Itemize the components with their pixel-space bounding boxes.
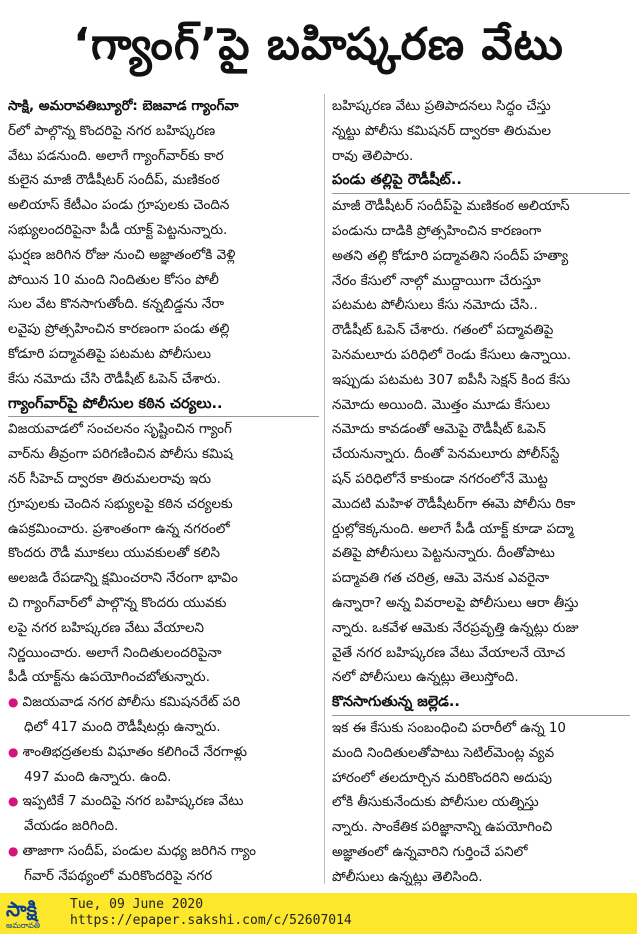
text-line bbox=[332, 269, 630, 294]
line-text: ఇప్పటికే 7 మందిపై నగర బహిష్కరణ వేటు bbox=[22, 793, 244, 810]
text-line bbox=[332, 766, 630, 791]
logo-edition: అమరావతి bbox=[6, 921, 41, 930]
line-text: పోలీసులు ఉన్నట్లు తెలిసింది. bbox=[332, 868, 483, 885]
text-line bbox=[8, 641, 319, 666]
text-line bbox=[332, 119, 630, 144]
text-line bbox=[8, 442, 319, 467]
line-text: వార్‌ను తీవ్రంగా పరిగణించిన పోలీసు కమిష bbox=[8, 446, 233, 463]
subheading bbox=[8, 392, 319, 418]
text-line bbox=[8, 292, 319, 317]
bullet-continuation bbox=[8, 864, 319, 889]
line-text: కేసు నమోదు చేసి రౌడీషీట్ ఓపెన్ చేశారు. bbox=[8, 370, 221, 387]
bullet-continuation bbox=[8, 715, 319, 740]
line-text: శాంతిభద్రతలకు విఘాతం కలిగించే నేరగాళ్లు bbox=[22, 743, 247, 760]
line-text: వేటు పడనుంది. అలాగే గ్యాంగ్‌వార్‌కు కార bbox=[8, 147, 224, 164]
line-text: నేరం కేసులో నాల్గో ముద్దాయిగా చేరుస్తూ bbox=[332, 272, 541, 289]
text-line bbox=[332, 194, 630, 219]
text-line bbox=[332, 840, 630, 865]
text-line bbox=[332, 219, 630, 244]
text-line bbox=[332, 94, 630, 119]
text-line bbox=[8, 268, 319, 293]
bullet-icon: ● bbox=[8, 744, 19, 759]
line-text: ఇక ఈ కేసుకు సంబంధించి పరారీలో ఉన్న 10 bbox=[332, 719, 567, 736]
text-line bbox=[332, 144, 630, 169]
line-text: ఉన్నారా? అన్న వివరాలపై పోలీసులు ఆరా తీస్తు bbox=[332, 594, 579, 611]
text-line bbox=[332, 467, 630, 492]
subheading bbox=[332, 168, 630, 194]
line-text: కులైన మాజీ రౌడీషీటర్ సందీప్, మణికంఠ bbox=[8, 172, 220, 189]
text-line bbox=[8, 218, 319, 243]
bullet-item bbox=[8, 740, 319, 765]
text-line bbox=[332, 541, 630, 566]
line-text: కోడూరి పద్మావతిపై పటమట పోలీసులు bbox=[8, 345, 212, 362]
line-text: నర్ సీహెచ్ ద్వారకా తిరుమలరావు ఇరు bbox=[8, 470, 212, 487]
line-text: నలో పోలీసులు ఉన్నట్లు తెలుస్తోంది. bbox=[332, 669, 519, 686]
text-line bbox=[8, 417, 319, 442]
text-line bbox=[8, 492, 319, 517]
bullet-icon: ● bbox=[8, 843, 19, 858]
text-line bbox=[332, 716, 630, 741]
line-text: నమోదు కావడంతో ఆమెపై రౌడీషీట్ ఓపెన్ bbox=[332, 421, 546, 438]
text-line bbox=[8, 591, 319, 616]
text-line bbox=[332, 616, 630, 641]
line-text: అజ్ఞాతంలో ఉన్నవారిని గుర్తించే పనిలో bbox=[332, 843, 528, 860]
line-text: పీడీ యాక్ట్‌ను ఉపయోగించబోతున్నారు. bbox=[8, 669, 210, 686]
line-text: వైతే నగర బహిష్కరణ వేటు వేయాలనే యోచ bbox=[332, 644, 566, 661]
line-text: అలియాస్ కేటీఎం పండు గ్రూపులకు చెందిన bbox=[8, 197, 230, 214]
line-text: పండును దాడికి ప్రోత్సహించిన కారణంగా bbox=[332, 222, 542, 239]
bullet-continuation bbox=[8, 814, 319, 839]
line-text: అతని తల్లి కోడూరి పద్మావతిని సందీప్ హత్యా bbox=[332, 247, 569, 264]
line-text: ఘర్షణ జరిగిన రోజు నుంచి అజ్ఞాతంలోకి వెళ్లి bbox=[8, 246, 236, 263]
text-line bbox=[8, 616, 319, 641]
line-text: కొనసాగుతున్న జల్లెడ.. bbox=[332, 694, 460, 711]
text-line bbox=[332, 566, 630, 591]
line-text: విజయవాడలో సంచలనం సృష్టించిన గ్యాంగ్ bbox=[8, 421, 232, 438]
text-line bbox=[332, 591, 630, 616]
text-line bbox=[8, 342, 319, 367]
line-text: న్నారు. సాంకేతిక పరిజ్ఞానాన్ని ఉపయోగించి bbox=[332, 819, 553, 836]
text-line bbox=[332, 293, 630, 318]
line-text: చేయనున్నారు. దీంతో పెనమలూరు పోలీస్‌స్టే bbox=[332, 446, 560, 463]
line-text: నిర్ణయించారు. అలాగే నిందితులందరిపైనా bbox=[8, 644, 222, 661]
line-text: గ్యాంగ్‌వార్‌పై పోలీసుల కఠిన చర్యలు.. bbox=[8, 395, 223, 412]
text-line bbox=[8, 243, 319, 268]
text-line bbox=[332, 517, 630, 542]
byline bbox=[8, 94, 319, 119]
logo-wordmark: సాక్షి bbox=[6, 897, 38, 921]
line-text: ర్డుల్లోకెక్కనుంది. అలాగే పీడీ యాక్ట్ కూడా పద్మా bbox=[332, 520, 574, 537]
text-line bbox=[8, 467, 319, 492]
text-line bbox=[8, 119, 319, 144]
line-text: రౌడీషీట్ ఓపెన్ చేశారు. గతంలో పద్మావతిపై bbox=[332, 322, 554, 339]
line-text: నమోదు అయింది. మొత్తం మూడు కేసులు bbox=[332, 396, 550, 413]
line-text: సభ్యులందరిపైనా పీడీ యాక్ట్ పెట్టనున్నారు. bbox=[8, 221, 228, 238]
line-text: చి గ్యాంగ్‌వార్‌లో పాల్గొన్న కొందరు యువకు bbox=[8, 594, 227, 611]
line-text: ధిలో 417 మంది రౌడీషీటర్లు ఉన్నారు. bbox=[24, 718, 221, 735]
line-text: హారంలో తలదూర్చిన మరికొందరిని అదుపు bbox=[332, 769, 553, 786]
line-text: కొందరు రౌడీ మూకలు యువకులతో కలిసి bbox=[8, 545, 221, 562]
text-line bbox=[8, 541, 319, 566]
bullet-icon: ● bbox=[8, 695, 19, 710]
line-text: పటమట పోలీసులు కేసు నమోదు చేసి.. bbox=[332, 297, 538, 314]
epaper-url[interactable]: https://epaper.sakshi.com/c/52607014 bbox=[70, 913, 352, 928]
line-text: న్నట్టు పోలీసు కమిషనర్ ద్వారకా తిరుమల bbox=[332, 122, 551, 139]
text-line bbox=[8, 168, 319, 193]
line-text: రావు తెలిపారు. bbox=[332, 147, 414, 164]
line-text: వేయడం జరిగింది. bbox=[24, 818, 119, 835]
text-line bbox=[332, 865, 630, 890]
article-column-left bbox=[8, 94, 319, 889]
text-line bbox=[332, 368, 630, 393]
bullet-icon: ● bbox=[8, 794, 19, 809]
text-line bbox=[8, 317, 319, 342]
text-line bbox=[332, 393, 630, 418]
text-line bbox=[332, 741, 630, 766]
text-line bbox=[8, 193, 319, 218]
line-text: పండు తల్లిపై రౌడీషీట్.. bbox=[332, 172, 462, 189]
line-text: మాజీ రౌడీషీటర్ సందీప్‌పై మణికంఠ అలియాస్ bbox=[332, 198, 570, 215]
line-text: ఇప్పుడు పటమట 307 ఐపీసీ సెక్షన్ కింద కేసు bbox=[332, 371, 571, 388]
article-column-right bbox=[332, 94, 630, 890]
column-divider bbox=[324, 94, 325, 884]
subheading bbox=[332, 690, 630, 716]
bullet-continuation bbox=[8, 765, 319, 790]
line-text: ఉపక్రమించారు. ప్రశాంతంగా ఉన్న నగరంలో bbox=[8, 520, 230, 537]
line-text: వతిపై పోలీసులు పెట్టనున్నారు. దీంతోపాటు bbox=[332, 545, 555, 562]
sakshi-logo bbox=[6, 897, 64, 930]
line-text: లపై నగర బహిష్కరణ వేటు వేయాలని bbox=[8, 619, 205, 636]
line-text: పద్మావతి గత చరిత్ర, ఆమె వెనుక ఎవరైనా bbox=[332, 570, 550, 587]
publication-date: Tue, 09 June 2020 bbox=[70, 897, 204, 912]
line-text: షన్ పరిధిలోనే కాకుండా నగరంలోనే మొట్ట bbox=[332, 470, 548, 487]
line-text: సాక్షి, అమరావతిబ్యూరో: బెజవాడ గ్యాంగ్‌వా bbox=[8, 98, 239, 114]
line-text: గ్‌వార్ నేపథ్యంలో మరికొందరిపై నగర bbox=[24, 867, 213, 884]
line-text: గ్రూపులకు చెందిన సభ్యులపై కఠిన చర్యలకు bbox=[8, 495, 233, 512]
text-line bbox=[8, 665, 319, 690]
text-line bbox=[332, 492, 630, 517]
line-text: న్నారు. ఒకవేళ ఆమెకు నేరప్రవృత్తి ఉన్నట్లు రుజు bbox=[332, 619, 579, 636]
bullet-item bbox=[8, 789, 319, 814]
line-text: లవైపు ప్రోత్సహించిన కారణంగా పండు తల్లి bbox=[8, 321, 230, 338]
line-text: పెనమలూరు పరిధిలో రెండు కేసులు ఉన్నాయి. bbox=[332, 346, 572, 363]
line-text: అలజడి రేపడాన్ని క్షమించరాని నేరంగా భావిం bbox=[8, 570, 238, 587]
headline: ‘గ్యాంగ్’పై బహిష్కరణ వేటు bbox=[73, 19, 564, 70]
text-line bbox=[332, 318, 630, 343]
text-line bbox=[332, 244, 630, 269]
bullet-item bbox=[8, 839, 319, 864]
text-line bbox=[332, 442, 630, 467]
text-line bbox=[8, 517, 319, 542]
footer-info bbox=[70, 897, 352, 929]
text-line bbox=[8, 367, 319, 392]
text-line bbox=[332, 417, 630, 442]
line-text: బహిష్కరణ వేటు ప్రతిపాదనలు సిద్ధం చేస్తు bbox=[332, 98, 551, 114]
line-text: మంది నిందితులతోపాటు సెటిల్‌మెంట్ల వ్యవ bbox=[332, 744, 555, 761]
line-text: తాజాగా సందీప్, పండుల మధ్య జరిగిన గ్యాం bbox=[22, 842, 256, 859]
line-text: విజయవాడ నగర పోలీసు కమిషనరేట్ పరి bbox=[22, 694, 241, 711]
text-line bbox=[8, 144, 319, 169]
text-line bbox=[332, 815, 630, 840]
text-line bbox=[332, 665, 630, 690]
bullet-item bbox=[8, 690, 319, 715]
line-text: పోయిన 10 మంది నిందితుల కోసం పోలీ bbox=[8, 271, 219, 288]
line-text: ర్‌లో పాల్గొన్న కొందరిపై నగర బహిష్కరణ bbox=[8, 122, 216, 139]
line-text: లోకి తీసుకునేందుకు పోలీసుల యత్నిస్తు bbox=[332, 794, 539, 811]
text-line bbox=[332, 641, 630, 666]
footer-bar bbox=[0, 893, 637, 934]
text-line bbox=[8, 566, 319, 591]
line-text: 497 మంది ఉన్నారు. ఉంది. bbox=[24, 768, 172, 785]
line-text: సుల వేట కొనసాగుతోంది. కన్నబిడ్డను నేరా bbox=[8, 296, 225, 313]
line-text: మొదటి మహిళ రౌడీషీటర్‌గా ఈమె పోలీసు రికా bbox=[332, 495, 576, 512]
text-line bbox=[332, 790, 630, 815]
text-line bbox=[332, 343, 630, 368]
